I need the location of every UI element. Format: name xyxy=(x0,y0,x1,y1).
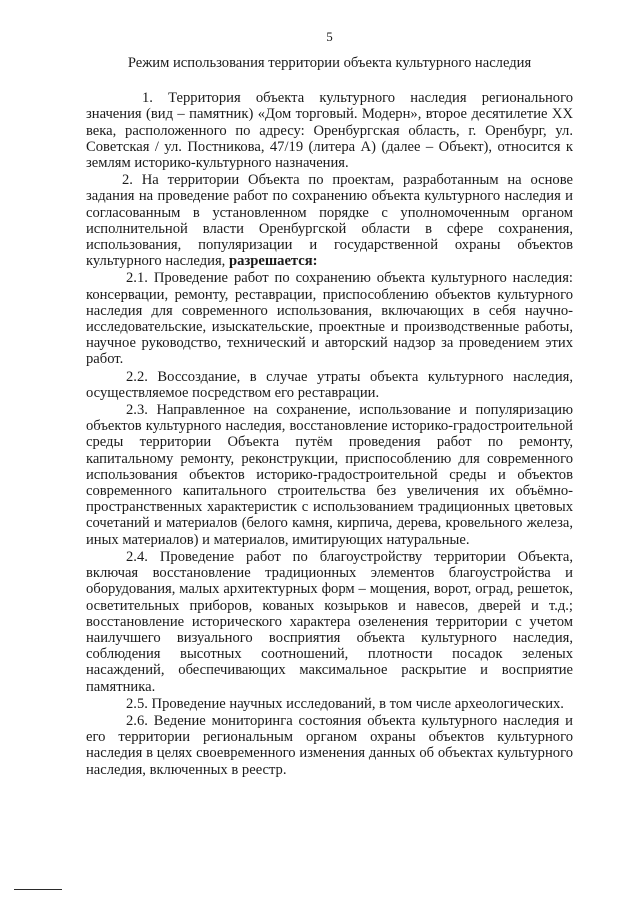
paragraph-1: 1. Территория объекта культурного наследия регионального значения (вид – памятник) «Дом торговый. Модерн», второе десятилетие XX века, расположенного по адресу: Оренбургская область, г. Оренбург, ул. Советская / ул. Постникова, 47/19 (литера А) (далее – Объект), относится к землям историко-культурного назначения. xyxy=(86,90,573,172)
item-text: Проведение научных исследований, в том числе археологических. xyxy=(151,695,564,712)
item-number: 2.5. xyxy=(126,695,148,712)
item-text: Проведение работ по сохранению объекта культурного наследия: консервации, ремонту, реставрации, приспособлению объектов культурного наследия для современного использования, включающих в себя научно-исследовательские, изыскательские, проектные и производственные работы, научное руководство, технический и авторский надзор за проведением этих работ. xyxy=(86,270,573,368)
list-item-2-1 xyxy=(86,270,573,367)
item-number: 2.2. xyxy=(126,368,148,385)
document-title: Режим использования территории объекта культурного наследия xyxy=(127,55,532,71)
item-text: Воссоздание, в случае утраты объекта культурного наследия, осуществляемое посредством его реставрации. xyxy=(86,368,573,401)
list-item-2-6 xyxy=(86,713,573,778)
page-number: 5 xyxy=(326,29,333,44)
item-number: 2.1. xyxy=(126,270,148,287)
item-text: Направленное на сохранение, использование и популяризацию объектов культурного наследия, восстановление историко-градостроительной среды территории Объекта путём проведения работ по ремонту, капитальному ремонту, реконструкции, приспособлению для современного использования объектов историко-градостроительной среды и объектов современного капитального строительства без увеличения их объёмно-пространственных характеристик с использованием традиционных цветовых сочетаний и материалов (белого камня, кирпича, дерева, кровельного железа, иных материалов) и материалов, имитирующих натуральные. xyxy=(86,402,573,548)
item-number: 2.6. xyxy=(126,712,148,729)
item-number: 2.4. xyxy=(126,548,148,565)
paragraph-2 xyxy=(86,172,573,269)
paragraph-2-emphasis: разрешается: xyxy=(228,253,318,270)
list-item-2-3 xyxy=(86,402,573,548)
paragraph-2-text: 2. На территории Объекта по проектам, разработанным на основе задания на проведение работ по сохранению объекта культурного наследия и согласованным в установленном порядке с уполномоченным органом исполнительной власти Оренбургской области в сфере сохранения, использования, популяризации и государственной охраны объектов культурного наследия, xyxy=(86,172,573,270)
item-text: Ведение мониторинга состояния объекта культурного наследия и его территории региональным органом охраны объектов культурного наследия в целях своевременного изменения данных об объектах культурного наследия, включенных в реестр. xyxy=(86,712,573,778)
list-item-2-4 xyxy=(86,549,573,695)
list-item-2-2 xyxy=(86,369,573,401)
footnote-divider xyxy=(14,889,62,890)
list-item-2-5 xyxy=(86,696,573,712)
item-text: Проведение работ по благоустройству территории Объекта, включая восстановление традиционных элементов благоустройства и оборудования, малых архитектурных форм – мощения, ворот, оград, решеток, осветительных приборов, кованых козырьков и навесов, дверей и т.д.; восстановление исторического характера озеленения территории с учетом наилучшего визуального восприятия объекта культурного наследия, соблюдения высотных соотношений, плотности посадок зеленых насаждений, обеспечивающих максимальное раскрытие и восприятие памятника. xyxy=(86,548,573,695)
item-number: 2.3. xyxy=(126,402,148,419)
